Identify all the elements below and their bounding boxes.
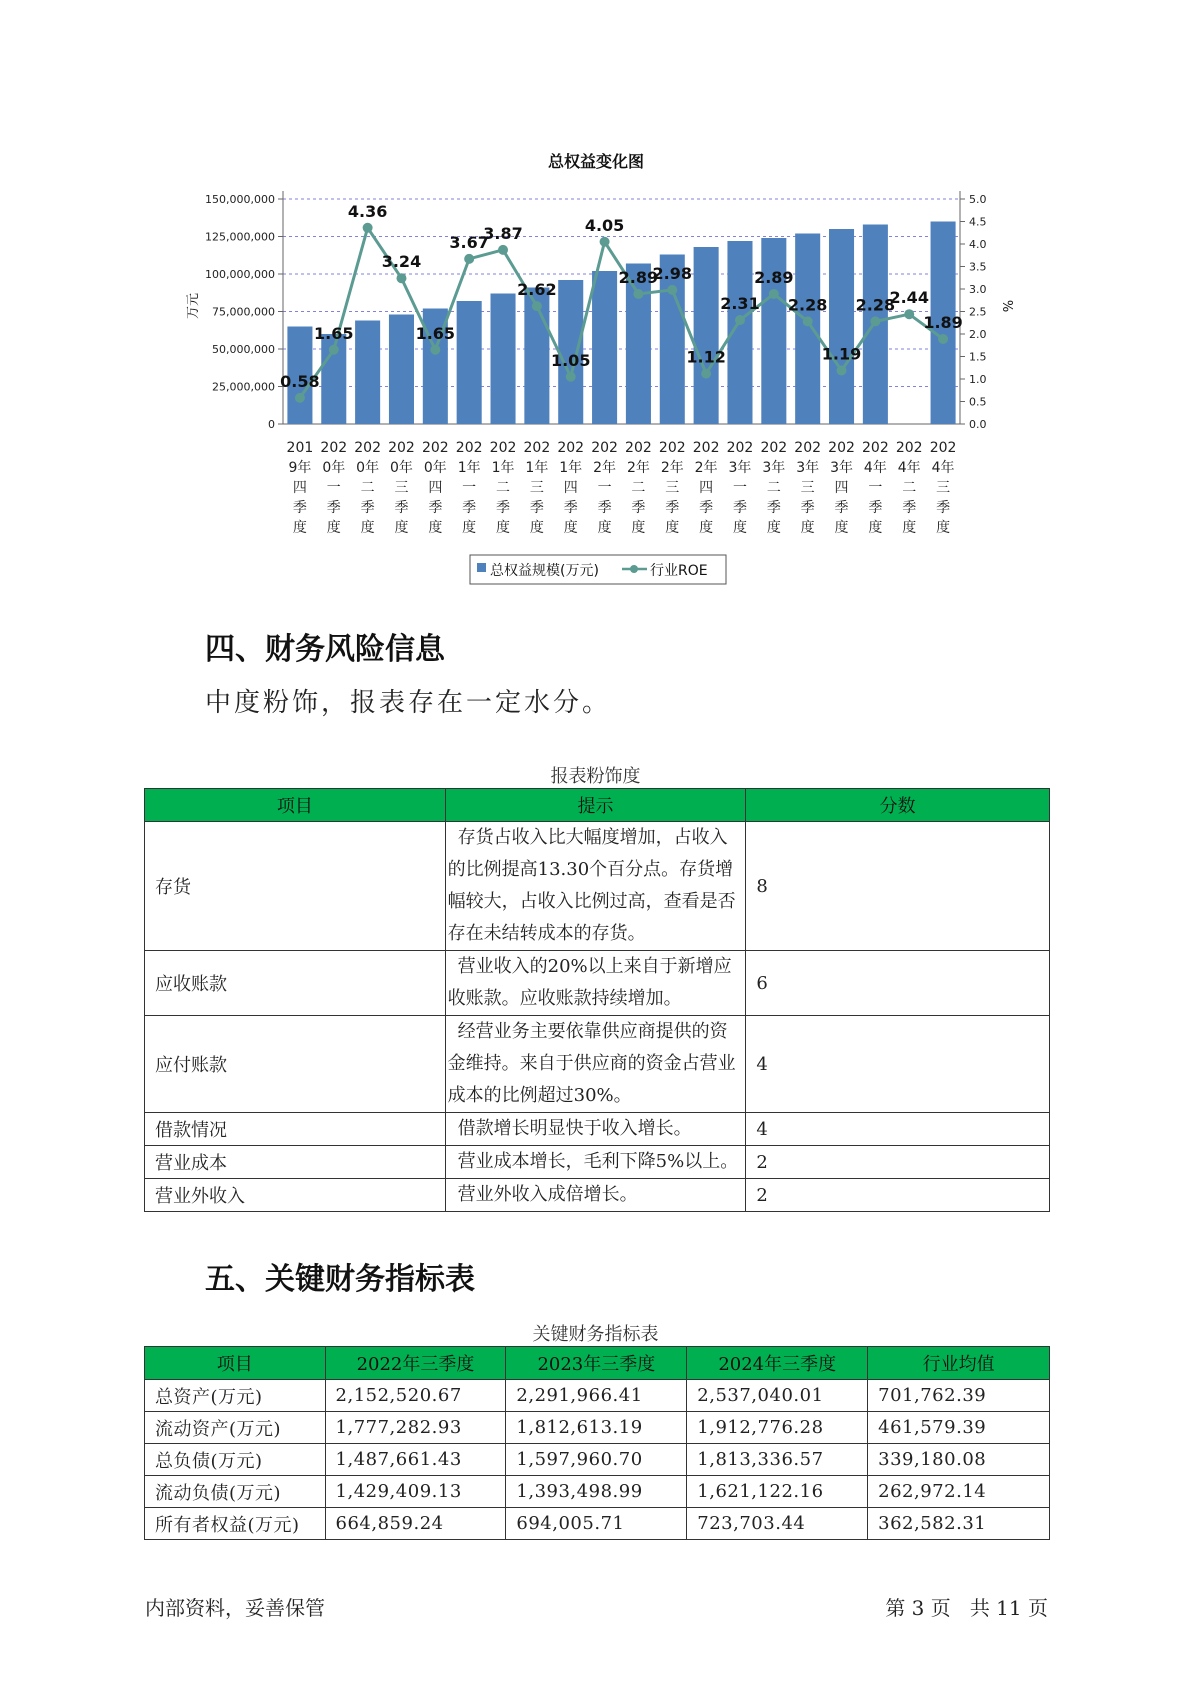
roe-point-label: 2.62	[517, 280, 557, 300]
roe-point	[532, 301, 542, 311]
x-category-label-line: 度	[699, 520, 714, 536]
roe-point	[295, 393, 305, 403]
col-header-item: 项目	[145, 1347, 326, 1380]
table-row	[145, 1016, 1050, 1113]
x-category-label-line: 度	[732, 520, 747, 536]
bar	[761, 238, 786, 424]
cell-2023q3: 1,812,613.19	[506, 1412, 687, 1444]
x-category-label-line: 202	[658, 440, 686, 456]
table-row	[145, 951, 1050, 1016]
bar	[592, 271, 617, 424]
cell-2024q3: 723,703.44	[687, 1508, 868, 1540]
footer-confidential: 内部资料，妥善保管	[145, 1596, 325, 1620]
x-category-label-line: 202	[726, 440, 754, 456]
table-row	[145, 1444, 1050, 1476]
whitewash-table	[144, 788, 1050, 1212]
x-category-label-line: 一	[732, 480, 747, 496]
x-category-label-line: 二	[631, 480, 646, 496]
x-category-label-line: 202	[929, 440, 957, 456]
cell-score: 4	[746, 1016, 1050, 1113]
x-category-label	[625, 440, 652, 536]
x-category-label-line: 度	[292, 520, 307, 536]
x-category-label-line: 度	[563, 520, 578, 536]
table-row	[145, 1179, 1050, 1212]
cell-2022q3: 1,777,282.93	[325, 1412, 506, 1444]
cell-2024q3: 1,912,776.28	[687, 1412, 868, 1444]
x-category-label-line: 季	[631, 500, 646, 516]
x-category-label-line: 201	[286, 440, 314, 456]
x-category-label-line: 202	[760, 440, 788, 456]
x-category-label-line: 二	[360, 480, 375, 496]
x-category-label	[760, 440, 787, 536]
x-category-label	[287, 440, 314, 536]
x-category-label-line: 202	[320, 440, 348, 456]
x-category-label	[490, 440, 517, 536]
roe-point-label: 1.12	[686, 347, 726, 367]
cell-item: 流动资产(万元)	[145, 1412, 326, 1444]
roe-point-label: 2.89	[754, 267, 794, 287]
x-category-label	[557, 440, 584, 536]
x-category-label	[591, 440, 618, 536]
x-category-label	[524, 440, 551, 536]
cell-2022q3: 1,487,661.43	[325, 1444, 506, 1476]
cell-score: 2	[746, 1146, 1050, 1179]
cell-industry-avg: 339,180.08	[868, 1444, 1050, 1476]
roe-point	[667, 285, 677, 295]
cell-tip: 借款增长明显快于收入增长。	[445, 1113, 746, 1146]
right-tick-label: 4.5	[969, 215, 987, 229]
bar	[795, 234, 820, 425]
cell-item: 所有者权益(万元)	[145, 1508, 326, 1540]
x-category-label-line: 3年	[762, 460, 786, 476]
x-category-label-line: 2年	[593, 460, 617, 476]
roe-point	[701, 369, 711, 379]
table-row	[145, 1508, 1050, 1540]
right-tick-label: 0.5	[969, 395, 987, 409]
cell-item: 流动负债(万元)	[145, 1476, 326, 1508]
x-category-label-line: 3年	[830, 460, 853, 476]
key-metrics-table-body	[145, 1380, 1050, 1540]
x-category-label-line: 2年	[694, 460, 718, 476]
x-category-label-line: 度	[766, 520, 781, 536]
x-category-label-line: 度	[834, 520, 849, 536]
footer-page-number: 第 3 页 共 11 页	[885, 1596, 1048, 1620]
x-category-label-line: 季	[462, 500, 477, 516]
bar	[694, 247, 719, 424]
cell-2024q3: 1,621,122.16	[687, 1476, 868, 1508]
table-row	[145, 822, 1050, 951]
x-category-label-line: 一	[462, 480, 477, 496]
cell-industry-avg: 461,579.39	[868, 1412, 1050, 1444]
x-category-label-line: 1年	[559, 460, 583, 476]
right-tick-label: 2.5	[969, 305, 987, 319]
x-category-label-line: 4年	[863, 460, 887, 476]
x-category-label-line: 季	[597, 500, 612, 516]
x-category-label-line: 0年	[423, 460, 447, 476]
roe-point-label: 2.89	[618, 267, 659, 287]
x-category-label-line: 三	[529, 480, 544, 496]
roe-point	[430, 345, 440, 355]
left-tick-label: 100,000,000	[205, 268, 275, 281]
x-category-label-line: 季	[665, 500, 680, 516]
cell-item: 应付账款	[145, 1016, 446, 1113]
bar	[626, 264, 651, 425]
col-header-item: 项目	[145, 789, 446, 822]
right-tick-label: 1.0	[969, 373, 987, 386]
x-category-label-line: 3年	[728, 460, 752, 476]
roe-point-label: 4.05	[584, 215, 625, 235]
col-header-score: 分数	[746, 789, 1050, 822]
x-category-label-line: 二	[496, 480, 511, 496]
left-tick-label: 25,000,000	[212, 380, 275, 394]
x-category-label-line: 季	[360, 500, 375, 516]
table-2-caption: 关键财务指标表	[532, 1324, 659, 1345]
x-category-label-line: 202	[523, 440, 551, 456]
roe-point-label: 3.67	[449, 232, 489, 252]
x-category-label-line: 季	[834, 500, 849, 516]
col-header-2022q3: 2022年三季度	[325, 1347, 506, 1380]
roe-point-label: 1.19	[821, 344, 862, 364]
chart-legend	[470, 555, 726, 584]
cell-industry-avg: 362,582.31	[868, 1508, 1050, 1540]
cell-tip: 存货占收入比大幅度增加，占收入的比例提高13.30个百分点。存货增幅较大，占收入比例过高，查看是否存在未结转成本的存货。	[445, 822, 746, 951]
roe-point-label: 1.65	[415, 323, 456, 343]
cell-item: 总资产(万元)	[145, 1380, 326, 1412]
x-category-label-line: 季	[563, 500, 578, 516]
roe-point-label: 2.31	[720, 294, 760, 314]
cell-tip: 营业收入的20%以上来自于新增应收账款。应收账款持续增加。	[445, 951, 746, 1016]
cell-2024q3: 1,813,336.57	[687, 1444, 868, 1476]
x-category-label	[930, 440, 957, 536]
cell-2022q3: 1,429,409.13	[325, 1476, 506, 1508]
roe-point	[498, 245, 508, 255]
cell-2023q3: 2,291,966.41	[506, 1380, 687, 1412]
x-category-label	[320, 440, 347, 536]
x-category-label-line: 2年	[626, 460, 650, 476]
x-category-label-line: 季	[766, 500, 781, 516]
x-category-label-line: 度	[868, 520, 883, 536]
col-header-2023q3: 2023年三季度	[506, 1347, 687, 1380]
roe-point-label: 3.87	[483, 223, 523, 243]
roe-point	[363, 223, 373, 233]
cell-item: 存货	[145, 822, 446, 951]
x-category-label-line: 202	[828, 440, 855, 456]
x-category-label-line: 度	[800, 520, 815, 536]
legend-line-label: 行业ROE	[650, 563, 708, 579]
x-category-label-line: 1年	[525, 460, 549, 476]
x-category-label-line: 一	[868, 480, 883, 496]
cell-item: 应收账款	[145, 951, 446, 1016]
roe-point	[803, 316, 813, 326]
x-category-label-line: 202	[591, 440, 618, 456]
table-1-caption: 报表粉饰度	[550, 766, 641, 787]
roe-point	[600, 237, 610, 247]
cell-item: 营业外收入	[145, 1179, 446, 1212]
x-category-label-line: 度	[597, 520, 612, 536]
x-category-label-line: 四	[834, 480, 849, 496]
x-category-label-line: 季	[428, 500, 443, 516]
x-category-label-line: 四	[699, 480, 714, 496]
x-category-label-line: 度	[665, 520, 680, 536]
section-4-text: 中度粉饰，报表存在一定水分。	[205, 688, 612, 718]
table-row	[145, 1146, 1050, 1179]
x-category-label-line: 二	[766, 480, 781, 496]
cell-2023q3: 694,005.71	[506, 1508, 687, 1540]
cell-item: 借款情况	[145, 1113, 446, 1146]
x-category-label	[794, 440, 821, 536]
x-category-label-line: 202	[455, 440, 483, 456]
equity-chart	[0, 0, 1191, 600]
x-category-label-line: 202	[862, 440, 889, 456]
roe-point-label: 2.28	[855, 295, 896, 315]
cell-item: 营业成本	[145, 1146, 446, 1179]
roe-point-label: 0.58	[280, 371, 320, 391]
key-metrics-table	[144, 1346, 1050, 1540]
left-tick-label: 75,000,000	[212, 305, 275, 319]
x-category-label-line: 度	[529, 520, 544, 536]
x-category-label	[727, 440, 754, 536]
cell-2023q3: 1,393,498.99	[506, 1476, 687, 1508]
x-category-label-line: 一	[326, 480, 341, 496]
x-category-label-line: 三	[936, 480, 951, 496]
x-category-label-line: 一	[597, 480, 612, 496]
x-category-label-line: 1年	[491, 460, 515, 476]
left-tick-label: 50,000,000	[212, 343, 275, 356]
legend-bar-label: 总权益规模(万元)	[490, 563, 599, 579]
x-category-label-line: 度	[360, 520, 375, 536]
right-tick-label: 2.0	[969, 328, 987, 341]
bar	[355, 321, 380, 425]
x-category-label-line: 1年	[457, 460, 481, 476]
x-category-label-line: 度	[394, 520, 409, 536]
roe-point-label: 2.28	[787, 295, 828, 315]
cell-2022q3: 664,859.24	[325, 1508, 506, 1540]
cell-score: 6	[746, 951, 1050, 1016]
x-category-label-line: 季	[292, 500, 307, 516]
x-category-label-line: 202	[388, 440, 415, 456]
x-category-label-line: 季	[394, 500, 409, 516]
x-category-label-line: 2年	[660, 460, 684, 476]
roe-point-label: 3.24	[381, 252, 422, 272]
legend-line-marker	[630, 565, 638, 573]
x-category-label-line: 3年	[796, 460, 820, 476]
roe-point	[566, 372, 576, 382]
roe-point-label: 2.98	[652, 263, 693, 283]
table-row	[145, 1113, 1050, 1146]
x-category-label-line: 季	[800, 500, 815, 516]
col-header-2024q3: 2024年三季度	[687, 1347, 868, 1380]
left-tick-label: 150,000,000	[205, 193, 275, 206]
cell-industry-avg: 262,972.14	[868, 1476, 1050, 1508]
x-category-label-line: 4年	[897, 460, 921, 476]
cell-score: 8	[746, 822, 1050, 951]
cell-2023q3: 1,597,960.70	[506, 1444, 687, 1476]
table-header-row	[145, 789, 1050, 822]
x-category-label	[659, 440, 686, 536]
x-category-label-line: 度	[428, 520, 443, 536]
x-category-label-line: 0年	[322, 460, 346, 476]
x-category-label-line: 三	[665, 480, 680, 496]
x-category-label-line: 度	[631, 520, 646, 536]
col-header-industry-avg: 行业均值	[868, 1347, 1050, 1380]
roe-series	[280, 202, 963, 403]
roe-point	[837, 365, 847, 375]
x-category-label	[896, 440, 923, 536]
left-tick-label: 0	[268, 418, 275, 431]
roe-point	[735, 315, 745, 325]
x-category-label-line: 季	[496, 500, 511, 516]
x-category-label-line: 度	[496, 520, 511, 536]
x-category-label	[456, 440, 483, 536]
x-category-label-line: 季	[326, 500, 341, 516]
x-category-label	[354, 440, 381, 536]
section-4-heading: 四、财务风险信息	[205, 632, 445, 667]
right-axis-title: %	[999, 299, 1014, 313]
x-category-label-line: 202	[421, 440, 449, 456]
table-row	[145, 1476, 1050, 1508]
x-category-label-line: 202	[895, 440, 923, 456]
x-category-label-line: 9年	[288, 460, 312, 476]
left-tick-label: 125,000,000	[205, 230, 275, 244]
x-category-label-line: 202	[557, 440, 585, 456]
right-tick-label: 4.0	[969, 238, 987, 251]
cell-tip: 营业成本增长，毛利下降5%以上。	[445, 1146, 746, 1179]
roe-point-label: 1.65	[314, 323, 354, 343]
right-tick-label: 1.5	[969, 350, 987, 364]
x-category-label-line: 二	[902, 480, 917, 496]
x-category-label-line: 季	[699, 500, 714, 516]
legend-bar-swatch	[477, 563, 486, 572]
x-category-label	[422, 440, 449, 536]
bar	[829, 229, 854, 424]
x-category-label-line: 202	[625, 440, 652, 456]
roe-point-label: 2.44	[889, 288, 929, 308]
roe-point	[938, 334, 948, 344]
roe-point	[769, 289, 779, 299]
roe-point-label: 4.36	[347, 201, 388, 221]
cell-item: 总负债(万元)	[145, 1444, 326, 1476]
bar	[457, 301, 482, 424]
x-category-label	[693, 440, 720, 536]
x-category-label-line: 度	[326, 520, 341, 536]
chart-title: 总权益变化图	[547, 152, 645, 171]
cell-industry-avg: 701,762.39	[868, 1380, 1050, 1412]
x-category-label-line: 度	[902, 520, 917, 536]
left-axis-title: 万元	[186, 292, 201, 320]
x-category-label	[388, 440, 415, 536]
x-category-label-line: 202	[489, 440, 517, 456]
x-category-label-line: 202	[794, 440, 822, 456]
x-category-label-line: 0年	[390, 460, 413, 476]
x-category-label-line: 季	[732, 500, 747, 516]
roe-point	[464, 254, 474, 264]
bar	[491, 294, 516, 425]
x-category-label	[862, 440, 889, 536]
x-category-label-line: 202	[692, 440, 720, 456]
x-category-label	[828, 440, 855, 536]
roe-point	[870, 316, 880, 326]
section-5-heading: 五、关键财务指标表	[205, 1262, 475, 1297]
cell-2022q3: 2,152,520.67	[325, 1380, 506, 1412]
roe-point	[904, 309, 914, 319]
whitewash-table-body	[145, 822, 1050, 1212]
right-tick-label: 0.0	[969, 418, 987, 431]
x-category-label-line: 4年	[931, 460, 955, 476]
x-category-label-line: 度	[936, 520, 951, 536]
x-category-label-line: 季	[868, 500, 883, 516]
roe-point	[396, 273, 406, 283]
x-category-label-line: 三	[394, 480, 409, 496]
x-category-label-line: 三	[800, 480, 815, 496]
cell-score: 2	[746, 1179, 1050, 1212]
cell-tip: 营业外收入成倍增长。	[445, 1179, 746, 1212]
bar	[389, 315, 414, 425]
x-category-label-line: 季	[529, 500, 544, 516]
cell-2024q3: 2,537,040.01	[687, 1380, 868, 1412]
x-category-label-line: 度	[462, 520, 477, 536]
roe-point	[633, 289, 643, 299]
x-category-label-line: 四	[292, 480, 307, 496]
x-category-label-line: 四	[563, 480, 578, 496]
col-header-tip: 提示	[445, 789, 746, 822]
roe-point	[329, 345, 339, 355]
right-tick-label: 3.0	[969, 283, 987, 296]
x-axis-labels	[287, 440, 957, 536]
x-category-label-line: 季	[936, 500, 951, 516]
cell-tip: 经营业务主要依靠供应商提供的资金维持。来自于供应商的资金占营业成本的比例超过30%。	[445, 1016, 746, 1113]
right-tick-label: 5.0	[969, 193, 987, 206]
x-category-label-line: 四	[428, 480, 443, 496]
roe-point-label: 1.05	[550, 350, 591, 370]
x-category-label-line: 202	[354, 440, 381, 456]
x-category-label-line: 季	[902, 500, 917, 516]
x-category-label-line: 0年	[356, 460, 380, 476]
table-row	[145, 1412, 1050, 1444]
roe-point-label: 1.89	[923, 312, 963, 332]
table-header-row	[145, 1347, 1050, 1380]
table-row	[145, 1380, 1050, 1412]
cell-score: 4	[746, 1113, 1050, 1146]
right-tick-label: 3.5	[969, 260, 987, 274]
